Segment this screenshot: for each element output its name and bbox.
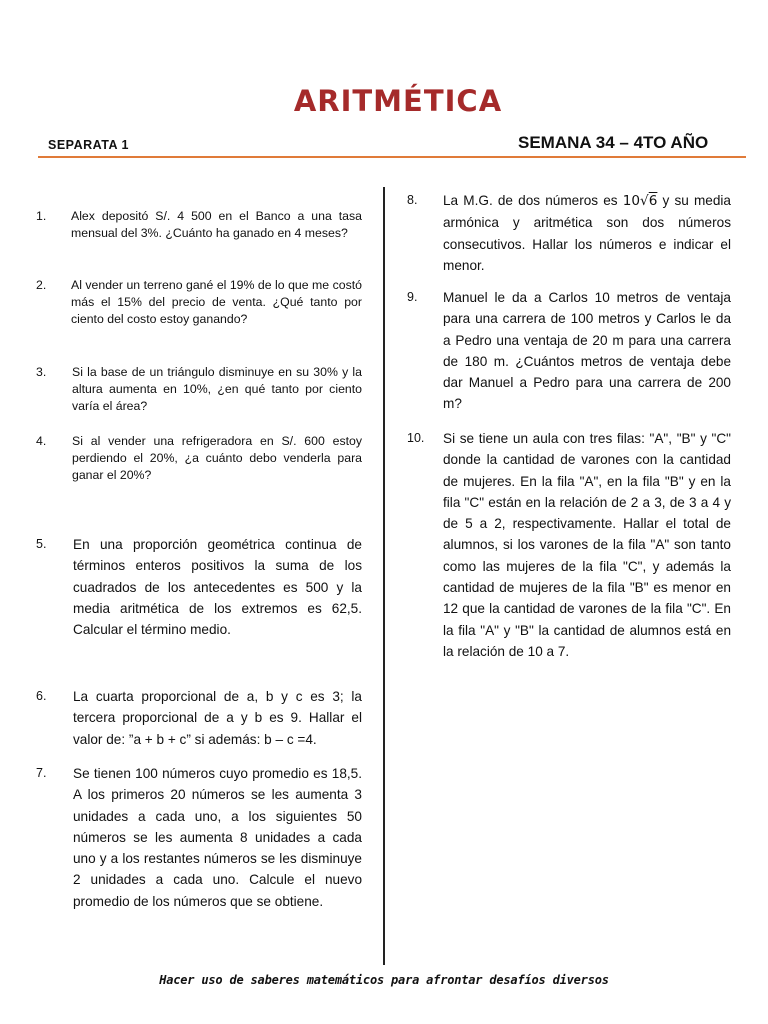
problem-number: 2. <box>36 278 47 292</box>
problem-2 <box>36 277 362 328</box>
problem-8 <box>407 190 731 276</box>
problem-number: 3. <box>36 365 47 379</box>
problem-number: 6. <box>36 689 47 703</box>
problem-text: La cuarta proporcional de a, b y c es 3; la tercera proporcional de a y b es 9. Hallar el valor de: ”a + b + c” si además: b – c =4. <box>73 689 362 747</box>
column-divider <box>383 187 385 965</box>
problem-text-end: y su media armónica y aritmética son dos números consecutivos. Hallar los números e indicar el menor. <box>443 193 731 273</box>
problem-3 <box>36 364 362 415</box>
problem-text: Al vender un terreno gané el 19% de lo que me costó más el 15% del precio de venta. ¿Qué tanto por ciento del costo estoy ganando? <box>71 278 362 326</box>
problem-number: 4. <box>36 434 47 448</box>
sqrt-expression <box>623 193 658 209</box>
problem-text: En una proporción geométrica continua de términos enteros positivos la suma de los cuadrados de los antecedentes es 500 y la media aritmética de los extremos es 62,5. Calcular el término medio. <box>73 537 362 638</box>
problem-4 <box>36 433 362 484</box>
problem-text: Si la base de un triángulo disminuye en su 30% y la altura aumenta en 10%, ¿en qué tanto por ciento varía el área? <box>72 365 362 413</box>
problem-text: Si se tiene un aula con tres filas: "A", "B" y "C" donde la cantidad de varones con la cantidad de mujeres. En la fila "A", en la fila "B" y en la fila "C" están en la relación de 2 a 3, de 3 a 4 y de 5 a 2, respectivamente. Hallar el total de alumnos, si los varones de la fila "A" son tanto como las mujeres de la fila "C", y además la cantidad de mujeres de la fila "B" es menor en 12 que la cantidad de varones de la fila "C". En la fila "A" y "B" la cantidad de alumnos está en la relación de 10 a 7. <box>443 431 731 659</box>
problem-text: Se tienen 100 números cuyo promedio es 18,5. A los primeros 20 números se les aumenta 3 unidades a cada uno, a los siguientes 50 números se les aumenta 8 unidades a cada uno y a los restantes números se les disminuye 2 unidades a cada uno. Calcule el nuevo promedio de los números que se obtiene. <box>73 766 362 909</box>
problem-number: 5. <box>36 537 47 551</box>
problem-1 <box>36 208 362 242</box>
problem-number: 7. <box>36 766 47 780</box>
problem-number: 8. <box>407 193 418 207</box>
page-title: ARITMÉTICA <box>293 84 503 118</box>
problem-number: 9. <box>407 290 418 304</box>
week-label: SEMANA 34 – 4TO AÑO <box>518 133 709 152</box>
problem-7 <box>36 763 362 912</box>
sqrt-radicand: 6 <box>648 193 658 209</box>
problem-10 <box>407 428 731 662</box>
footer-motto: Hacer uso de saberes matemáticos para afrontar desafíos diversos <box>159 973 609 987</box>
problem-9 <box>407 287 731 415</box>
header-rule <box>38 156 746 158</box>
problem-text-start: La M.G. de dos números es <box>443 193 623 208</box>
problem-text: Alex depositó S/. 4 500 en el Banco a una tasa mensual del 3%. ¿Cuánto ha ganado en 4 meses? <box>71 209 362 240</box>
problem-5 <box>36 534 362 640</box>
problem-text: Manuel le da a Carlos 10 metros de ventaja para una carrera de 100 metros y Carlos le da a Pedro una ventaja de 20 m para una carrera de 180 m. ¿Cuántos metros de ventaja debe dar Manuel a Pedro para una carrera de 200 m? <box>443 290 731 412</box>
problem-6 <box>36 686 362 750</box>
separata-label: SEPARATA 1 <box>48 138 129 152</box>
problem-text: Si al vender una refrigeradora en S/. 600 estoy perdiendo el 20%, ¿a cuánto debo venderla para ganar el 20%? <box>72 434 362 482</box>
problem-number: 10. <box>407 431 425 445</box>
problem-number: 1. <box>36 209 47 223</box>
sqrt-coefficient: 10 <box>622 193 641 209</box>
problem-text <box>443 190 731 276</box>
sqrt-symbol: √ <box>640 193 649 209</box>
